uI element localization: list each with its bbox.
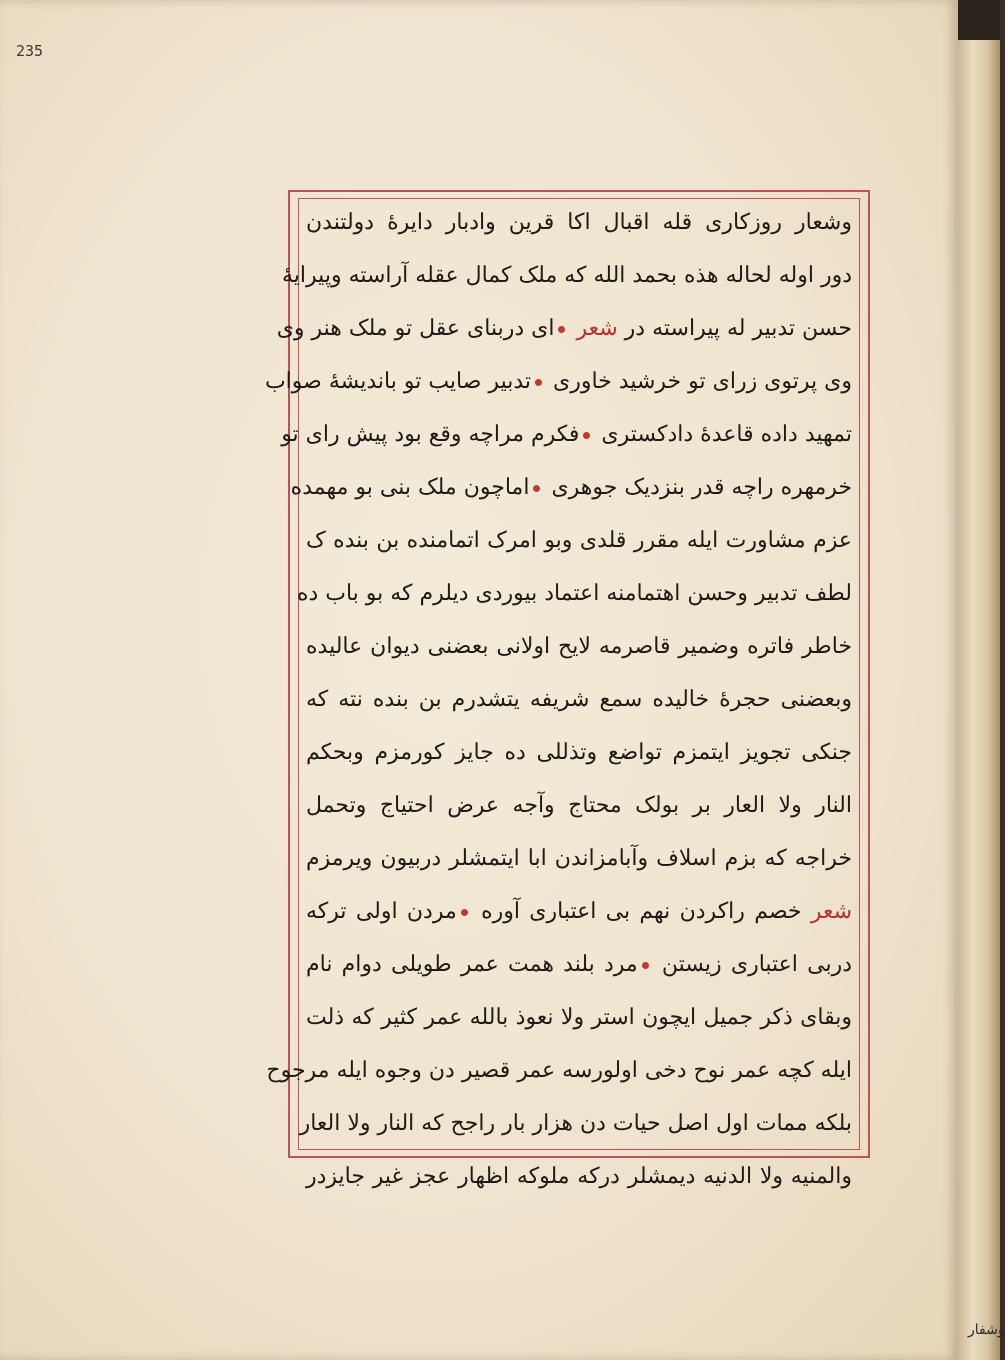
text-line <box>306 938 852 991</box>
line-text: والمنیه ولا الدنیه دیمشلر درکه ملوکه اظهار عجز غیر جایزدر <box>306 1164 852 1189</box>
line-text: خصم راکردن نهم بی اعتباری آوره <box>481 899 802 924</box>
verse-divider-dot-icon <box>461 909 468 916</box>
text-line <box>264 355 852 408</box>
verse-divider-dot-icon <box>535 379 542 386</box>
verse-divider-dot-icon <box>558 326 565 333</box>
text-line <box>306 832 852 885</box>
rubric-heading: شعر <box>810 899 853 924</box>
line-text: تمهید داده قاعدهٔ دادکستری <box>601 422 852 447</box>
text-line <box>299 1097 852 1150</box>
text-block <box>264 196 853 1189</box>
line-text: فکرم مراچه وقع بود پیش رای تو <box>281 422 580 447</box>
verse-divider-dot-icon <box>583 432 590 439</box>
text-line <box>296 567 852 620</box>
rubric-heading: شعر <box>576 316 618 341</box>
text-line <box>306 196 852 249</box>
line-text: وبقای ذکر جمیل ایچون استر ولا نعوذ بالله عمر کثیر که ذلت <box>306 1005 852 1030</box>
text-line <box>306 673 852 726</box>
line-text: مردن اولی ترکه <box>306 899 457 924</box>
line-text: تدبیر صایب تو باندیشهٔ صواب <box>264 369 532 394</box>
line-text: دربی اعتباری زیستن <box>661 952 853 977</box>
line-text: النار ولا العار بر بولک محتاج وآجه عرض احتیاج وتحمل <box>306 793 852 818</box>
text-line <box>281 408 852 461</box>
text-line <box>266 1044 852 1097</box>
line-text: ایله کچه عمر نوح دخی اولورسه عمر قصیر دن وجوه ایله مرجوح <box>266 1058 852 1083</box>
text-line <box>306 991 852 1044</box>
verse-divider-dot-icon <box>642 962 649 969</box>
line-text: خاطر فاتره وضمیر قاصرمه لایح اولانی بعضنی دیوان عالیده <box>306 634 852 659</box>
line-text: ای دربنای عقل تو ملک هنر وی <box>276 316 555 341</box>
text-line <box>306 1150 852 1203</box>
line-text: بلکه ممات اول اصل حیات دن هزار بار راجح که النار ولا العار <box>299 1111 852 1136</box>
line-text: وی پرتوی زرای تو خرشید خاوری <box>553 369 852 394</box>
text-line <box>306 620 852 673</box>
text-line <box>276 302 852 355</box>
line-text: خرمهره راچه قدر بنزدیک جوهری <box>551 475 852 500</box>
text-line <box>306 885 852 938</box>
line-text: عزم مشاورت ایله مقرر قلدی وبو امرک اتمامنده بن بنده ک <box>306 528 852 553</box>
line-text: لطف تدبیر وحسن اهتمامنه اعتماد بیوردی دیلرم که بو باب ده <box>296 581 852 606</box>
line-text: جنکی تجویز ایتمزم تواضع وتذللی ده جایز کورمزم وبحکم <box>306 740 852 765</box>
text-line <box>306 779 852 832</box>
verse-divider-dot-icon <box>533 485 540 492</box>
text-line <box>306 726 852 779</box>
line-text: دور اوله لحاله هذه بحمد الله که ملک کمال عقله آراسته وپیرایهٔ <box>282 263 852 288</box>
text-line <box>282 249 852 302</box>
line-text: خراجه که بزم اسلاف وآبامزاندن ابا ایتمشلر دربیون ویرمزم <box>306 846 852 871</box>
line-text: حسن تدبیر له پیراسته در <box>624 316 852 341</box>
line-text: اماچون ملک بنی بو مهمده <box>290 475 530 500</box>
line-text: وبعضنی حجرهٔ خالیده سمع شریفه یتشدرم بن بنده نته که <box>306 687 852 712</box>
text-line <box>306 514 852 567</box>
book-page-edges <box>958 0 1000 1360</box>
catchword: وشفار <box>968 1322 1005 1338</box>
folio-number: 235 <box>16 42 44 60</box>
line-text: وشعار روزکاری قله اقبال اکا قرین وادبار دایرهٔ دولتندن <box>306 210 852 235</box>
text-line <box>290 461 852 514</box>
line-text: مرد بلند همت عمر طویلی دوام نام <box>306 952 638 977</box>
